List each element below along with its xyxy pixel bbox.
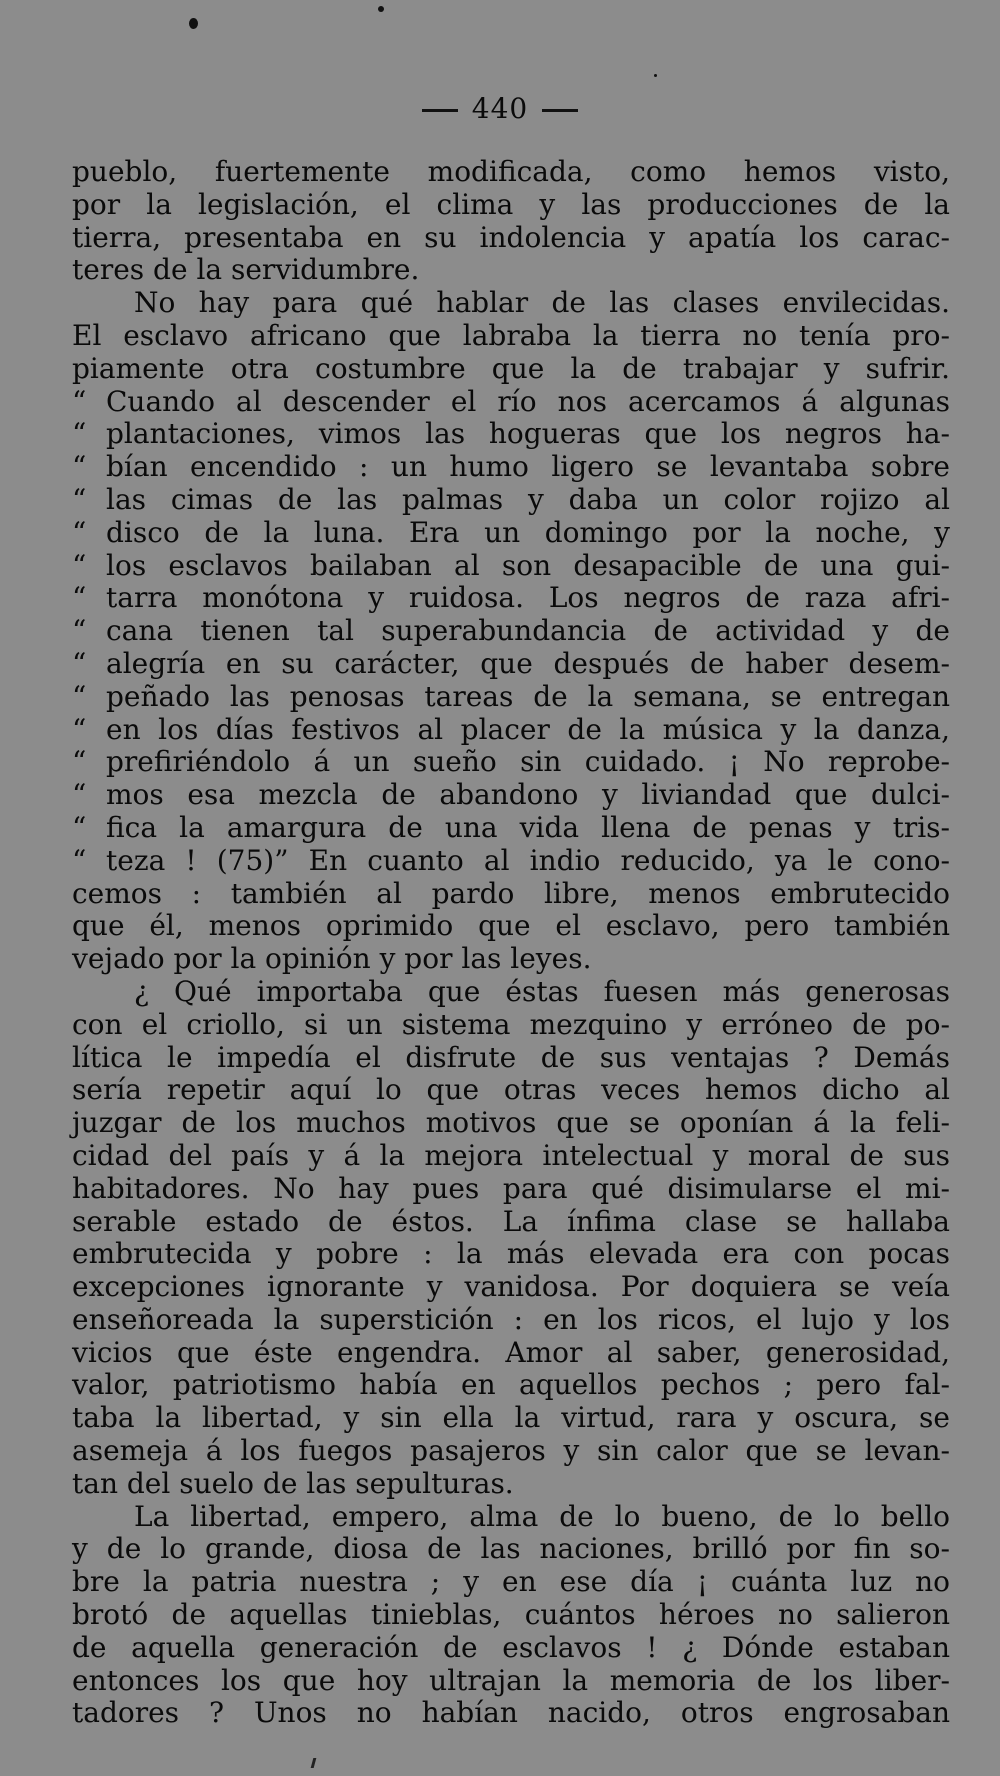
text-line	[72, 418, 950, 451]
text-line	[72, 582, 950, 615]
text-line	[72, 156, 950, 189]
quote-mark: “	[72, 614, 87, 648]
text-line	[72, 615, 950, 648]
text-line	[72, 845, 950, 878]
ink-speck	[654, 74, 657, 77]
text-line	[72, 222, 950, 255]
quote-mark: “	[72, 581, 87, 615]
line-text: taba la libertad, y sin ella la virtud, rara y oscura, se	[72, 1401, 950, 1435]
text-line	[72, 1533, 950, 1566]
quote-mark: “	[72, 646, 87, 680]
body-text	[72, 156, 950, 1730]
line-text: tierra, presentaba en su indolencia y apatía los carac-	[72, 220, 950, 254]
ink-speck	[378, 6, 384, 12]
text-line	[72, 812, 950, 845]
text-line	[72, 1599, 950, 1632]
page-header	[0, 92, 1000, 125]
text-line	[72, 910, 950, 943]
text-line	[72, 1271, 950, 1304]
text-line	[72, 484, 950, 517]
text-line	[72, 746, 950, 779]
text-line	[72, 1369, 950, 1402]
line-text: cana tienen tal superabundancia de actividad y de	[106, 614, 950, 648]
text-line	[72, 878, 950, 911]
text-line	[72, 254, 950, 287]
line-text: asemeja á los fuegos pasajeros y sin calor que se levan-	[72, 1434, 950, 1468]
quote-mark: “	[72, 679, 87, 713]
line-text: con el criollo, si un sistema mezquino y erróneo de po-	[72, 1007, 950, 1041]
text-line	[72, 976, 950, 1009]
line-text: piamente otra costumbre que la de trabajar y sufrir.	[72, 351, 950, 385]
line-text: plantaciones, vimos las hogueras que los negros ha-	[106, 417, 950, 451]
line-text: fica la amargura de una vida llena de penas y tris-	[106, 810, 950, 844]
text-line	[72, 1501, 950, 1534]
line-text: por la legislación, el clima y las producciones de la	[72, 187, 950, 221]
quote-mark: “	[72, 384, 87, 418]
line-text: las cimas de las palmas y daba un color rojizo al	[106, 482, 950, 516]
text-line	[72, 517, 950, 550]
text-line	[72, 1665, 950, 1698]
line-text: Cuando al descender el río nos acercamos á algunas	[106, 384, 950, 418]
ink-mark	[311, 1758, 317, 1768]
line-text: brotó de aquellas tinieblas, cuántos héroes no salieron	[72, 1598, 950, 1632]
quote-mark: “	[72, 515, 87, 549]
line-text: tan del suelo de las sepulturas.	[72, 1466, 514, 1500]
line-text: peñado las penosas tareas de la semana, se entregan	[106, 679, 950, 713]
text-line	[72, 1566, 950, 1599]
text-line	[72, 451, 950, 484]
line-text: teres de la servidumbre.	[72, 253, 420, 287]
line-text: los esclavos bailaban al son desapacible de una gui-	[106, 548, 950, 582]
line-text: que él, menos oprimido que el esclavo, pero también	[72, 909, 950, 943]
text-line	[72, 1468, 950, 1501]
line-text: tadores ? Unos no habían nacido, otros engrosaban	[72, 1696, 950, 1730]
line-text: La libertad, empero, alma de lo bueno, de lo bello	[134, 1499, 950, 1533]
text-line	[72, 353, 950, 386]
text-line	[72, 1173, 950, 1206]
line-text: valor, patriotismo había en aquellos pechos ; pero fal-	[72, 1368, 950, 1402]
page-number: 440	[471, 92, 529, 125]
line-text: prefiriéndolo á un sueño sin cuidado. ¡ No reprobe-	[106, 745, 950, 779]
line-text: enseñoreada la superstición : en los ricos, el lujo y los	[72, 1302, 950, 1336]
line-text: pueblo, fuertemente modificada, como hemos visto,	[72, 155, 950, 188]
line-text: embrutecida y pobre : la más elevada era con pocas	[72, 1237, 950, 1271]
text-line	[72, 1206, 950, 1239]
text-line	[72, 943, 950, 976]
line-text: y de lo grande, diosa de las naciones, brilló por fin so-	[72, 1532, 950, 1566]
quote-mark: “	[72, 778, 87, 812]
line-text: sería repetir aquí lo que otras veces hemos dicho al	[72, 1073, 950, 1107]
text-line	[72, 1632, 950, 1665]
text-line	[72, 386, 950, 419]
text-line	[72, 648, 950, 681]
line-text: lítica le impedía el disfrute de sus ventajas ? Demás	[72, 1040, 950, 1074]
text-line	[72, 681, 950, 714]
quote-mark: “	[72, 417, 87, 451]
text-line	[72, 189, 950, 222]
line-text: alegría en su carácter, que después de haber desem-	[106, 646, 950, 680]
header-dash-left	[422, 109, 458, 112]
quote-mark: “	[72, 548, 87, 582]
text-line	[72, 1042, 950, 1075]
line-text: excepciones ignorante y vanidosa. Por doquiera se veía	[72, 1270, 950, 1304]
text-line	[72, 1140, 950, 1173]
line-text: bre la patria nuestra ; y en ese día ¡ cuánta luz no	[72, 1565, 950, 1599]
text-line	[72, 1074, 950, 1107]
line-text: entonces los que hoy ultrajan la memoria de los liber-	[72, 1663, 950, 1697]
text-line	[72, 714, 950, 747]
quote-mark: “	[72, 810, 87, 844]
quote-mark: “	[72, 843, 87, 877]
text-line	[72, 1238, 950, 1271]
line-text: bían encendido : un humo ligero se levantaba sobre	[106, 450, 950, 484]
line-text: tarra monótona y ruidosa. Los negros de raza afri-	[106, 581, 950, 615]
line-text: cemos : también al pardo libre, menos embrutecido	[72, 876, 950, 910]
text-line	[72, 550, 950, 583]
ink-speck	[189, 18, 198, 29]
line-text: No hay para qué hablar de las clases envilecidas.	[134, 286, 950, 320]
line-text: cidad del país y á la mejora intelectual y moral de sus	[72, 1138, 950, 1172]
line-text: serable estado de éstos. La ínfima clase se hallaba	[72, 1204, 950, 1238]
text-line	[72, 1009, 950, 1042]
line-text: habitadores. No hay pues para qué disimularse el mi-	[72, 1171, 950, 1205]
quote-mark: “	[72, 450, 87, 484]
line-text: en los días festivos al placer de la música y la danza,	[106, 712, 950, 746]
quote-mark: “	[72, 712, 87, 746]
line-text: El esclavo africano que labraba la tierra no tenía pro-	[72, 318, 950, 352]
text-line	[72, 1402, 950, 1435]
line-text: teza ! (75)” En cuanto al indio reducido, ya le cono-	[106, 843, 950, 877]
text-line	[72, 1304, 950, 1337]
line-text: vicios que éste engendra. Amor al saber, generosidad,	[72, 1335, 950, 1369]
text-line	[72, 287, 950, 320]
text-line	[72, 1107, 950, 1140]
line-text: mos esa mezcla de abandono y liviandad que dulci-	[106, 778, 950, 812]
text-line	[72, 1435, 950, 1468]
header-dash-right	[542, 109, 578, 112]
line-text: ¿ Qué importaba que éstas fuesen más generosas	[134, 974, 950, 1008]
quote-mark: “	[72, 482, 87, 516]
text-line	[72, 779, 950, 812]
line-text: disco de la luna. Era un domingo por la noche, y	[106, 515, 950, 549]
line-text: de aquella generación de esclavos ! ¿ Dónde estaban	[72, 1630, 950, 1664]
text-line	[72, 320, 950, 353]
line-text: juzgar de los muchos motivos que se oponían á la feli-	[72, 1106, 950, 1140]
quote-mark: “	[72, 745, 87, 779]
text-line	[72, 1337, 950, 1370]
text-line	[72, 1697, 950, 1730]
line-text: vejado por la opinión y por las leyes.	[72, 942, 592, 976]
